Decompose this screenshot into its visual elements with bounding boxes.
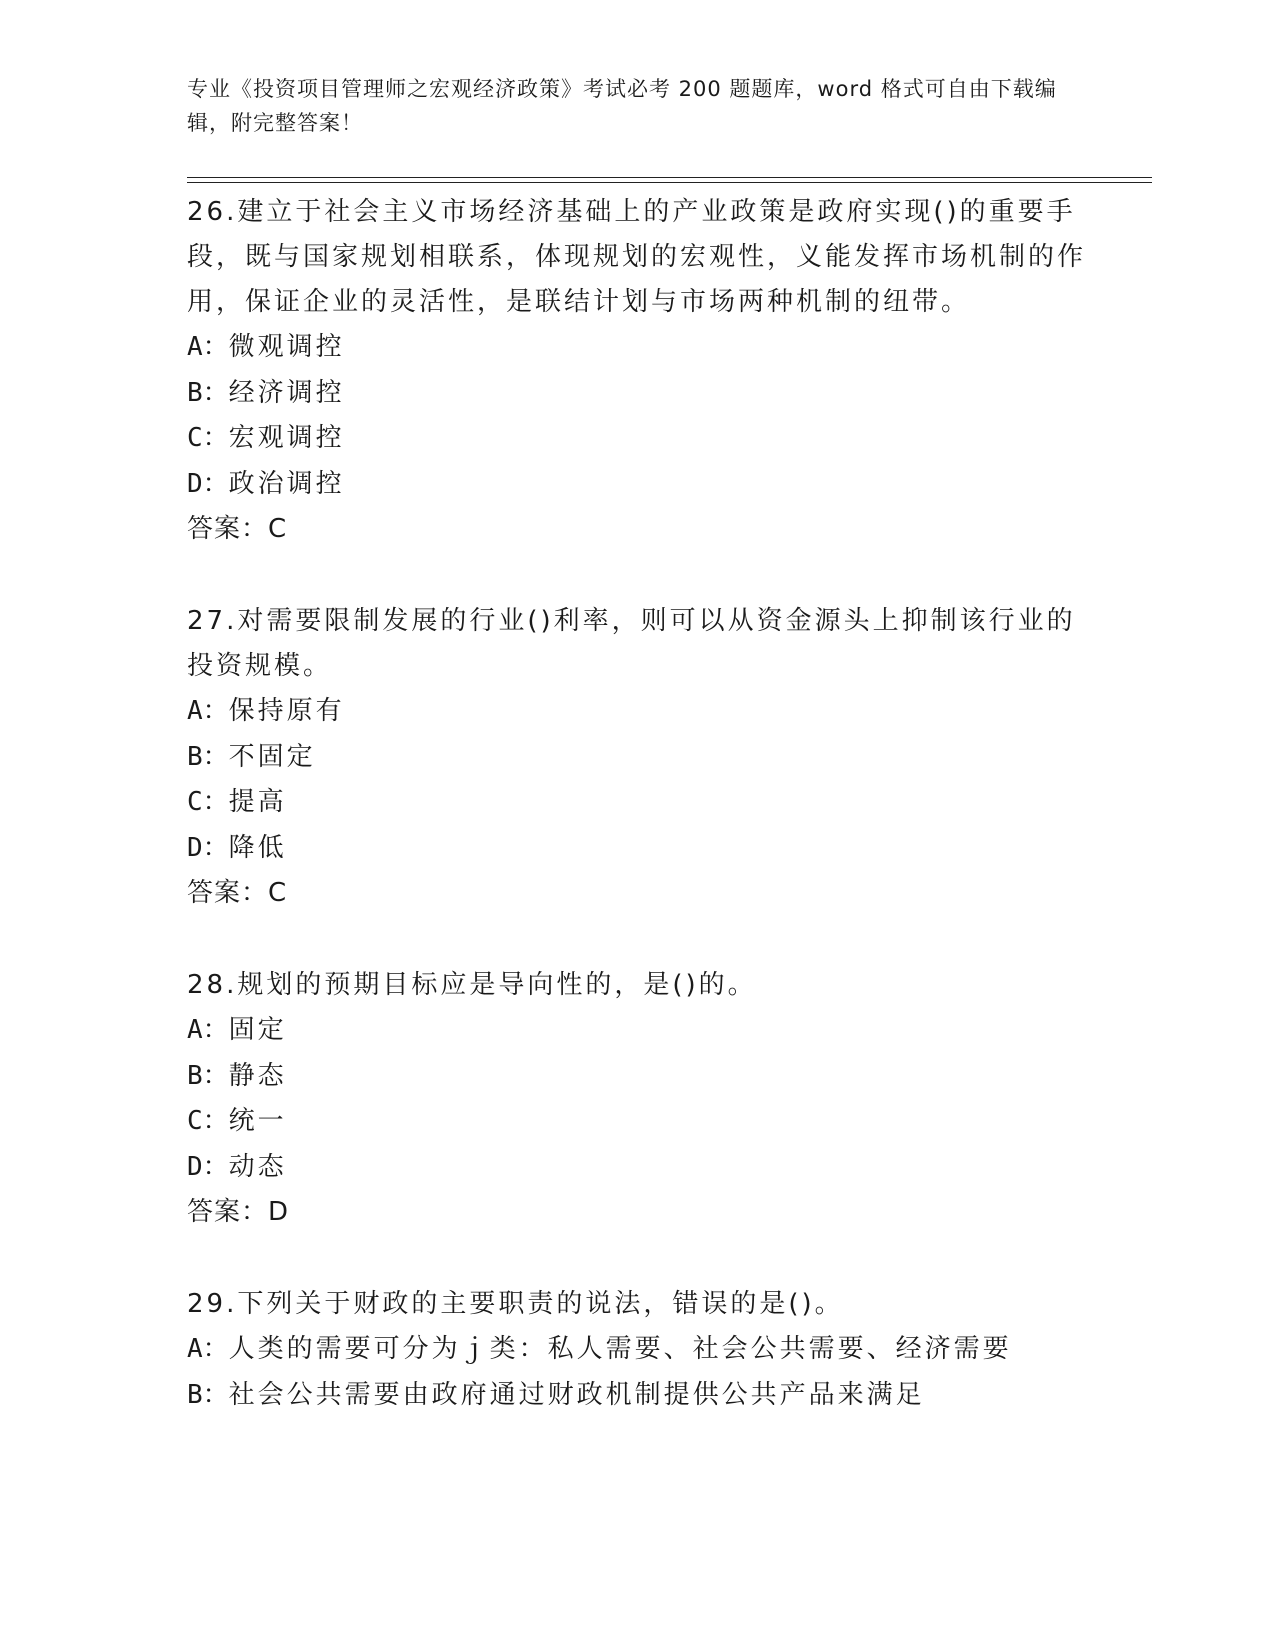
document-header [187,72,1067,140]
option-c [187,1099,1087,1145]
answer-line: 答案：C [187,514,288,544]
option-key: B： [187,377,229,408]
option-text: 经济调控 [228,377,345,408]
header-divider-top [187,177,1152,178]
question-28 [187,963,1087,1235]
option-b [187,371,1087,417]
option-b [187,1054,1087,1100]
option-key: A： [187,1015,229,1045]
option-text: 固定 [228,1015,287,1045]
option-b [187,1373,1087,1419]
option-b [187,735,1087,781]
option-key: A： [187,696,229,726]
option-key: D： [187,468,229,499]
option-key: A： [187,332,229,362]
option-d [187,826,1087,872]
option-key: A： [187,1334,229,1364]
option-text: 不固定 [228,741,316,772]
option-text: 人类的需要可分为ｊ类：私人需要、社会公共需要、经济需要 [228,1334,1012,1364]
answer-line: 答案：D [187,1197,290,1227]
option-key: D： [187,1151,229,1182]
question-list [187,190,1087,1418]
option-d [187,462,1087,508]
option-text: 政治调控 [228,468,345,499]
option-text: 静态 [228,1060,287,1091]
option-text: 统一 [228,1106,287,1136]
question-spacer [187,916,1087,963]
option-a [187,325,1087,371]
option-a [187,1327,1087,1373]
option-text: 保持原有 [228,696,345,726]
question-spacer [187,1235,1087,1282]
question-26 [187,190,1087,552]
header-divider-bottom [187,182,1152,183]
option-text: 动态 [228,1151,287,1182]
answer-line: 答案：C [187,878,288,908]
question-stem: 29.下列关于财政的主要职责的说法，错误的是()。 [187,1289,844,1319]
option-key: C： [187,1106,229,1136]
option-key: B： [187,741,229,772]
option-key: C： [187,423,229,453]
option-c [187,416,1087,462]
question-29 [187,1282,1087,1418]
option-key: C： [187,787,229,817]
option-text: 社会公共需要由政府通过财政机制提供公共产品来满足 [228,1379,925,1410]
question-spacer [187,552,1087,599]
option-key: D： [187,832,229,863]
option-text: 微观调控 [228,332,345,362]
header-intro: 专业《投资项目管理师之宏观经济政策》考试必考 200 题题库，word 格式可自由下载编辑，附完整答案！ [187,77,1057,135]
option-key: B： [187,1379,229,1410]
option-text: 降低 [228,832,287,863]
option-c [187,780,1087,826]
option-text: 宏观调控 [228,423,345,453]
question-27 [187,599,1087,916]
question-stem: 27.对需要限制发展的行业()利率，则可以从资金源头上抑制该行业的投资规模。 [187,606,1076,681]
option-d [187,1145,1087,1191]
option-a [187,689,1087,735]
option-text: 提高 [228,787,287,817]
option-key: B： [187,1060,229,1091]
question-stem: 26.建立于社会主义市场经济基础上的产业政策是政府实现()的重要手段，既与国家规划相联系，体现规划的宏观性，义能发挥市场机制的作用，保证企业的灵活性，是联结计划与市场两种机制的纽带。 [187,197,1087,317]
option-a [187,1008,1087,1054]
question-stem: 28.规划的预期目标应是导向性的，是()的。 [187,970,757,1000]
